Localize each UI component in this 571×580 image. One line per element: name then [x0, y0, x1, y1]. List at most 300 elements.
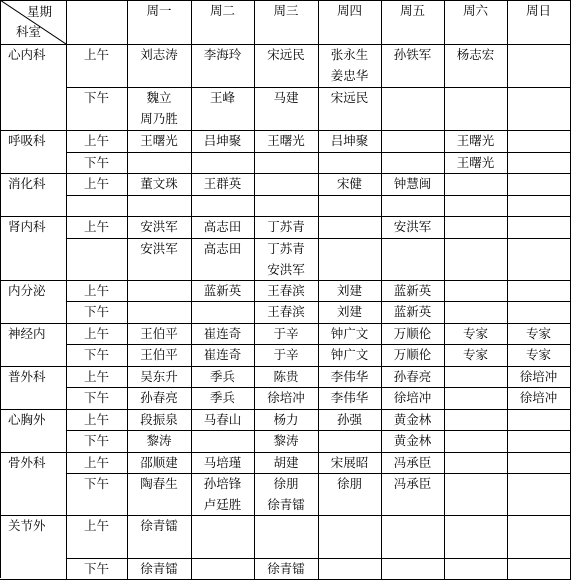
cell-line: 李海玲: [203, 47, 242, 62]
doctor-cell: [507, 152, 571, 174]
period-label: 下午: [83, 90, 109, 105]
doctor-cell: [507, 344, 571, 367]
doctor-cell: [191, 216, 255, 239]
cell-line: 冯承臣: [393, 476, 432, 491]
period-cell: [66, 387, 128, 410]
doctor-cell: [444, 558, 508, 580]
cell-line: 黎涛: [146, 433, 172, 448]
doctor-cell: [507, 473, 571, 516]
dept-cell: [0, 409, 67, 453]
cell-line: 李伟华: [330, 369, 369, 384]
period-label: 下午: [83, 476, 109, 491]
doctor-cell: [444, 515, 508, 559]
cell-line: 董文珠: [140, 176, 178, 191]
doctor-cell: [444, 366, 508, 388]
period-label: 上午: [83, 412, 109, 427]
doctor-cell: [318, 173, 382, 196]
period-cell: [66, 87, 128, 131]
day-header-7: [507, 0, 571, 45]
doctor-cell: [127, 280, 192, 302]
cell-line: 魏立: [146, 90, 172, 105]
doctor-cell: [191, 280, 255, 302]
cell-line: 宋展昭: [330, 455, 369, 470]
period-cell: [66, 216, 128, 239]
doctor-cell: [444, 280, 508, 302]
period-label: 下午: [83, 347, 109, 362]
period-label: 上午: [83, 369, 109, 384]
dept-label: 普外科: [8, 369, 46, 384]
period-label: 下午: [83, 155, 109, 170]
doctor-cell: [444, 216, 508, 239]
doctor-cell: [381, 344, 445, 367]
doctor-cell: [191, 515, 255, 559]
doctor-cell: [444, 44, 508, 88]
doctor-cell: [507, 195, 571, 217]
dept-cell: [0, 216, 67, 281]
period-cell: [66, 366, 128, 388]
cell-line: 卢廷胜: [203, 497, 242, 512]
cell-line: 钟广文: [330, 347, 369, 362]
cell-line: 徐朋: [273, 476, 299, 491]
doctor-cell: [191, 238, 255, 281]
period-cell: [66, 515, 128, 559]
doctor-cell: [381, 366, 445, 388]
doctor-cell: [381, 452, 445, 474]
doctor-cell: [381, 87, 445, 131]
doctor-cell: [191, 344, 255, 367]
cell-line: 吕坤聚: [330, 133, 369, 148]
doctor-cell: [127, 195, 192, 217]
doctor-cell: [127, 430, 192, 453]
doctor-cell: [318, 130, 382, 153]
period-cell: [66, 344, 128, 367]
doctor-cell: [381, 238, 445, 281]
doctor-cell: [254, 301, 319, 324]
dept-cell: [0, 515, 67, 580]
doctor-cell: [318, 44, 382, 88]
doctor-cell: [444, 344, 508, 367]
day-header-6: [444, 0, 508, 45]
doctor-cell: [318, 515, 382, 559]
cell-line: 徐青镭: [267, 497, 305, 512]
doctor-cell: [318, 473, 382, 516]
doctor-cell: [254, 558, 319, 580]
doctor-cell: [127, 473, 192, 516]
cell-line: 王春滨: [267, 304, 305, 319]
cell-line: 王曙光: [456, 133, 495, 148]
cell-line: 专家: [525, 347, 551, 362]
doctor-cell: [381, 280, 445, 302]
cell-line: 孙强: [336, 412, 362, 427]
cell-line: 王峰: [209, 90, 235, 105]
dept-cell: [0, 366, 67, 410]
cell-line: 姜忠华: [330, 68, 369, 83]
cell-line: 吕坤聚: [203, 133, 242, 148]
doctor-cell: [444, 301, 508, 324]
doctor-cell: [444, 430, 508, 453]
doctor-cell: [254, 409, 319, 431]
doctor-cell: [507, 216, 571, 239]
doctor-cell: [191, 323, 255, 345]
cell-line: 崔连奇: [203, 347, 242, 362]
doctor-cell: [444, 195, 508, 217]
corner-weekday-label: 星期: [26, 4, 52, 19]
doctor-cell: [191, 301, 255, 324]
cell-line: 王伯平: [140, 347, 178, 362]
doctor-cell: [381, 195, 445, 217]
doctor-cell: [444, 323, 508, 345]
cell-line: 徐培冲: [519, 369, 558, 384]
period-label: 上午: [83, 47, 109, 62]
period-cell: [66, 44, 128, 88]
cell-line: 季兵: [209, 390, 235, 405]
doctor-cell: [254, 87, 319, 131]
doctor-cell: [127, 452, 192, 474]
doctor-cell: [127, 216, 192, 239]
cell-line: 宋远民: [267, 47, 305, 62]
period-cell: [66, 558, 128, 580]
day-header-label: 周六: [462, 3, 488, 18]
doctor-cell: [507, 173, 571, 196]
day-header-2: [191, 0, 255, 45]
doctor-cell: [191, 558, 255, 580]
period-label: 上午: [83, 326, 109, 341]
doctor-cell: [444, 387, 508, 410]
doctor-cell: [127, 44, 192, 88]
day-header-label: 周一: [146, 3, 172, 18]
doctor-cell: [381, 430, 445, 453]
dept-cell: [0, 323, 67, 367]
cell-line: 王伯平: [140, 326, 178, 341]
doctor-cell: [318, 344, 382, 367]
period-cell: [66, 280, 128, 302]
dept-cell: [0, 280, 67, 324]
doctor-cell: [191, 409, 255, 431]
cell-line: 钟广文: [330, 326, 369, 341]
doctor-cell: [254, 44, 319, 88]
period-label: 上午: [83, 283, 109, 298]
cell-line: 徐朋: [336, 476, 362, 491]
doctor-cell: [381, 301, 445, 324]
cell-line: 安洪军: [140, 241, 178, 256]
doctor-cell: [127, 130, 192, 153]
corner-header: [0, 0, 66, 44]
doctor-cell: [191, 430, 255, 453]
doctor-cell: [507, 409, 571, 431]
period-cell: [66, 430, 128, 453]
cell-line: 钟慧闽: [393, 176, 432, 191]
doctor-cell: [507, 452, 571, 474]
dept-cell: [0, 173, 67, 217]
doctor-cell: [191, 87, 255, 131]
cell-line: 王曙光: [140, 133, 178, 148]
day-header-label: 周五: [399, 3, 425, 18]
cell-line: 安洪军: [140, 219, 178, 234]
doctor-cell: [381, 173, 445, 196]
doctor-cell: [381, 515, 445, 559]
cell-line: 专家: [462, 347, 488, 362]
cell-line: 黎涛: [273, 433, 299, 448]
dept-cell: [0, 44, 67, 131]
doctor-cell: [127, 409, 192, 431]
period-cell: [66, 130, 128, 153]
doctor-cell: [127, 558, 192, 580]
cell-line: 于辛: [273, 326, 299, 341]
cell-line: 邵顺建: [140, 455, 178, 470]
doctor-cell: [318, 366, 382, 388]
doctor-cell: [191, 152, 255, 174]
cell-line: 万顺伦: [393, 326, 432, 341]
cell-line: 王曙光: [456, 155, 495, 170]
corner-dept-label: 科室: [16, 24, 42, 39]
doctor-cell: [381, 44, 445, 88]
cell-line: 徐培冲: [267, 390, 305, 405]
doctor-cell: [254, 452, 319, 474]
dept-label: 消化科: [8, 176, 46, 191]
doctor-cell: [254, 195, 319, 217]
dept-label: 骨外科: [8, 455, 46, 470]
doctor-cell: [507, 387, 571, 410]
period-label: 上午: [83, 455, 109, 470]
day-header-label: 周二: [209, 3, 235, 18]
doctor-cell: [254, 515, 319, 559]
cell-line: 段振泉: [140, 412, 178, 427]
period-header-cell: [66, 0, 128, 45]
doctor-cell: [318, 216, 382, 239]
period-label: 上午: [83, 133, 109, 148]
cell-line: 徐青镭: [140, 561, 178, 576]
doctor-cell: [254, 238, 319, 281]
doctor-cell: [254, 152, 319, 174]
doctor-cell: [318, 152, 382, 174]
period-cell: [66, 152, 128, 174]
doctor-cell: [318, 238, 382, 281]
doctor-cell: [127, 387, 192, 410]
doctor-cell: [381, 473, 445, 516]
doctor-cell: [381, 558, 445, 580]
period-label: 上午: [83, 518, 109, 533]
doctor-cell: [254, 130, 319, 153]
doctor-cell: [127, 344, 192, 367]
day-header-1: [127, 0, 192, 45]
cell-line: 孙春亮: [140, 390, 178, 405]
doctor-cell: [381, 216, 445, 239]
dept-label: 肾内科: [8, 219, 46, 234]
dept-cell: [0, 130, 67, 174]
cell-line: 刘建: [336, 304, 362, 319]
cell-line: 高志田: [203, 219, 242, 234]
doctor-cell: [191, 387, 255, 410]
cell-line: 安洪军: [267, 262, 305, 277]
cell-line: 李伟华: [330, 390, 369, 405]
period-cell: [66, 323, 128, 345]
day-header-3: [254, 0, 319, 45]
doctor-cell: [318, 301, 382, 324]
doctor-cell: [318, 387, 382, 410]
cell-line: 刘志涛: [140, 47, 178, 62]
cell-line: 王曙光: [267, 133, 305, 148]
cell-line: 张永生: [330, 47, 369, 62]
doctor-cell: [127, 366, 192, 388]
cell-line: 杨志宏: [456, 47, 495, 62]
day-header-label: 周日: [525, 3, 551, 18]
dept-label: 内分泌: [8, 283, 46, 298]
dept-label: 心胸外: [8, 412, 46, 427]
doctor-cell: [127, 301, 192, 324]
doctor-cell: [507, 87, 571, 131]
cell-line: 王群英: [203, 176, 242, 191]
cell-line: 吴东升: [140, 369, 178, 384]
doctor-cell: [127, 173, 192, 196]
cell-line: 陈贵: [273, 369, 299, 384]
doctor-cell: [507, 558, 571, 580]
doctor-cell: [444, 130, 508, 153]
cell-line: 刘建: [336, 283, 362, 298]
doctor-cell: [254, 173, 319, 196]
doctor-cell: [444, 238, 508, 281]
dept-cell: [0, 452, 67, 516]
doctor-cell: [191, 366, 255, 388]
cell-line: 马建: [273, 90, 299, 105]
cell-line: 季兵: [209, 369, 235, 384]
doctor-cell: [191, 173, 255, 196]
period-cell: [66, 301, 128, 324]
doctor-cell: [444, 173, 508, 196]
cell-line: 专家: [525, 326, 551, 341]
doctor-cell: [127, 152, 192, 174]
cell-line: 马春山: [203, 412, 242, 427]
doctor-cell: [381, 130, 445, 153]
doctor-cell: [507, 130, 571, 153]
doctor-cell: [444, 409, 508, 431]
day-header-label: 周四: [336, 3, 362, 18]
cell-line: 黄金林: [393, 412, 432, 427]
cell-line: 杨力: [273, 412, 299, 427]
doctor-cell: [318, 280, 382, 302]
doctor-cell: [507, 280, 571, 302]
doctor-cell: [381, 387, 445, 410]
dept-label: 神经内: [8, 326, 46, 341]
doctor-cell: [318, 452, 382, 474]
cell-line: 安洪军: [393, 219, 432, 234]
day-header-4: [318, 0, 382, 45]
doctor-cell: [254, 473, 319, 516]
doctor-cell: [191, 44, 255, 88]
doctor-cell: [318, 558, 382, 580]
day-header-label: 周三: [273, 3, 299, 18]
cell-line: 陶春生: [140, 476, 178, 491]
cell-line: 宋健: [336, 176, 362, 191]
doctor-cell: [254, 366, 319, 388]
period-label: 上午: [83, 176, 109, 191]
period-cell: [66, 409, 128, 431]
doctor-cell: [318, 323, 382, 345]
period-label: 下午: [83, 561, 109, 576]
period-cell: [66, 473, 128, 516]
period-cell: [66, 195, 128, 217]
doctor-cell: [254, 323, 319, 345]
doctor-cell: [254, 430, 319, 453]
doctor-cell: [444, 152, 508, 174]
doctor-cell: [127, 87, 192, 131]
cell-line: 冯承臣: [393, 455, 432, 470]
doctor-cell: [318, 87, 382, 131]
cell-line: 马培瑾: [203, 455, 242, 470]
period-cell: [66, 173, 128, 196]
doctor-cell: [507, 238, 571, 281]
period-label: 下午: [83, 304, 109, 319]
doctor-cell: [318, 409, 382, 431]
doctor-cell: [444, 87, 508, 131]
doctor-cell: [254, 216, 319, 239]
doctor-cell: [127, 323, 192, 345]
doctor-cell: [254, 344, 319, 367]
doctor-cell: [444, 473, 508, 516]
cell-line: 徐青镭: [267, 561, 305, 576]
doctor-cell: [381, 409, 445, 431]
period-label: 下午: [83, 390, 109, 405]
cell-line: 丁苏青: [267, 219, 305, 234]
doctor-cell: [191, 195, 255, 217]
dept-label: 呼吸科: [8, 133, 46, 148]
dept-label: 关节外: [8, 518, 46, 533]
cell-line: 徐培冲: [519, 390, 558, 405]
doctor-cell: [507, 323, 571, 345]
cell-line: 徐青镭: [140, 518, 178, 533]
doctor-cell: [507, 366, 571, 388]
doctor-cell: [507, 430, 571, 453]
doctor-cell: [444, 452, 508, 474]
cell-line: 万顺伦: [393, 347, 432, 362]
cell-line: 黄金林: [393, 433, 432, 448]
cell-line: 周乃胜: [140, 111, 178, 126]
cell-line: 丁苏青: [267, 241, 305, 256]
cell-line: 专家: [462, 326, 488, 341]
doctor-cell: [127, 238, 192, 281]
doctor-cell: [318, 195, 382, 217]
doctor-cell: [254, 280, 319, 302]
doctor-cell: [191, 452, 255, 474]
cell-line: 孙春亮: [393, 369, 432, 384]
period-cell: [66, 452, 128, 474]
cell-line: 徐培冲: [393, 390, 432, 405]
cell-line: 宋远民: [330, 90, 369, 105]
cell-line: 孙培锋: [203, 476, 242, 491]
doctor-cell: [381, 323, 445, 345]
cell-line: 高志田: [203, 241, 242, 256]
doctor-cell: [191, 130, 255, 153]
doctor-cell: [318, 430, 382, 453]
doctor-cell: [127, 515, 192, 559]
cell-line: 蓝新英: [393, 283, 432, 298]
doctor-cell: [381, 152, 445, 174]
period-label: 下午: [83, 433, 109, 448]
cell-line: 于辛: [273, 347, 299, 362]
doctor-cell: [191, 473, 255, 516]
cell-line: 崔连奇: [203, 326, 242, 341]
period-label: 上午: [83, 219, 109, 234]
dept-label: 心内科: [8, 47, 46, 62]
doctor-cell: [507, 44, 571, 88]
cell-line: 王春滨: [267, 283, 305, 298]
doctor-cell: [507, 515, 571, 559]
cell-line: 蓝新英: [393, 304, 432, 319]
doctor-cell: [254, 387, 319, 410]
day-header-5: [381, 0, 445, 45]
cell-line: 胡建: [273, 455, 299, 470]
doctor-cell: [507, 301, 571, 324]
period-cell: [66, 238, 128, 281]
